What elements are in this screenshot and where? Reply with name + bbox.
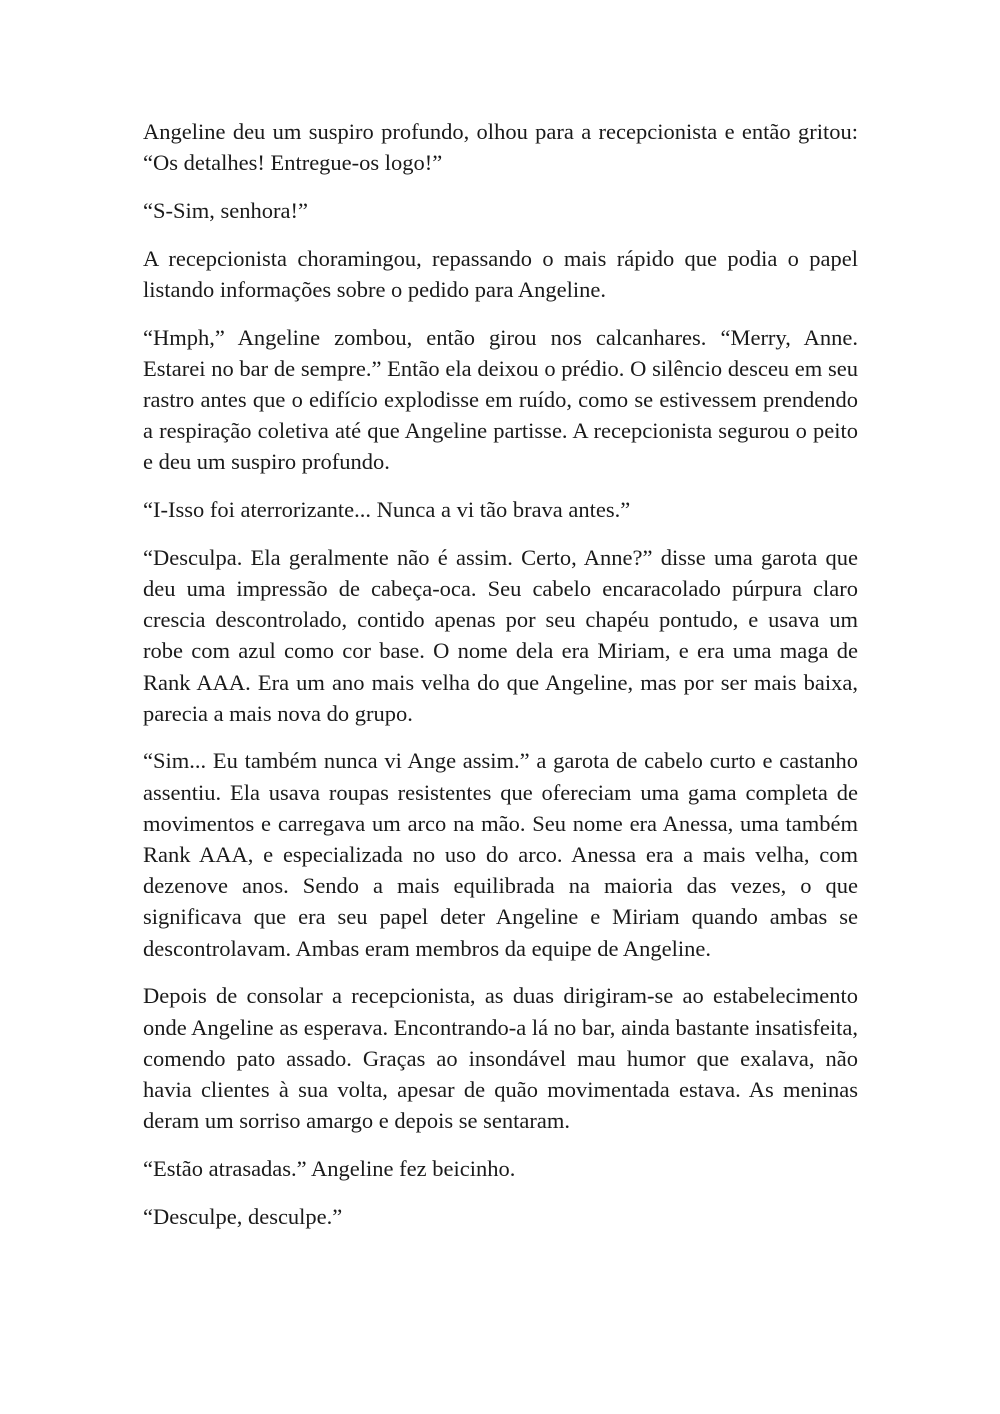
paragraph: “Sim... Eu também nunca vi Ange assim.” a garota de cabelo curto e castanho assentiu. Ela usava roupas resistentes que ofereciam uma gama completa de movimentos e carregava um arco na mão. Seu nome era Anessa, uma também Rank AAA, e especializada no uso do arco. Anessa era a mais velha, com dezenove anos. Sendo a mais equilibrada na maioria das vezes, o que significava que era seu papel deter Angeline e Miriam quando ambas se descontrolavam. Ambas eram membros da equipe de Angeline. [143,748,858,961]
paragraph: “Desculpa. Ela geralmente não é assim. Certo, Anne?” disse uma garota que deu uma impressão de cabeça-oca. Seu cabelo encaracolado púrpura claro crescia descontrolado, contido apenas por seu chapéu pontudo, e usava um robe com azul como cor base. O nome dela era Miriam, e era uma maga de Rank AAA. Era um ano mais velha do que Angeline, mas por ser mais baixa, parecia a mais nova do grupo. [143,544,858,726]
paragraph: “Desculpe, desculpe.” [143,1203,343,1229]
paragraph: A recepcionista choramingou, repassando o mais rápido que podia o papel listando informações sobre o pedido para Angeline. [143,245,858,302]
paragraph: Angeline deu um suspiro profundo, olhou para a recepcionista e então gritou: “Os detalhes! Entregue-os logo!” [143,119,858,176]
paragraph: Depois de consolar a recepcionista, as duas dirigiram-se ao estabelecimento onde Angeline as esperava. Encontrando-a lá no bar, ainda bastante insatisfeita, comendo pato assado. Graças ao insondável mau humor que exalava, não havia clientes à sua volta, apesar de quão movimentada estava. As meninas deram um sorriso amargo e depois se sentaram. [143,983,858,1134]
paragraph: “S-Sim, senhora!” [143,197,308,223]
paragraph: “Hmph,” Angeline zombou, então girou nos calcanhares. “Merry, Anne. Estarei no bar de sempre.” Então ela deixou o prédio. O silêncio desceu em seu rastro antes que o edifício explodisse em ruído, como se estivessem prendendo a respiração coletiva até que Angeline partisse. A recepcionista segurou o peito e deu um suspiro profundo. [143,324,858,475]
paragraph: “Estão atrasadas.” Angeline fez beicinho. [143,1155,516,1181]
document-page [143,116,858,1248]
paragraph: “I-Isso foi aterrorizante... Nunca a vi tão brava antes.” [143,497,631,523]
